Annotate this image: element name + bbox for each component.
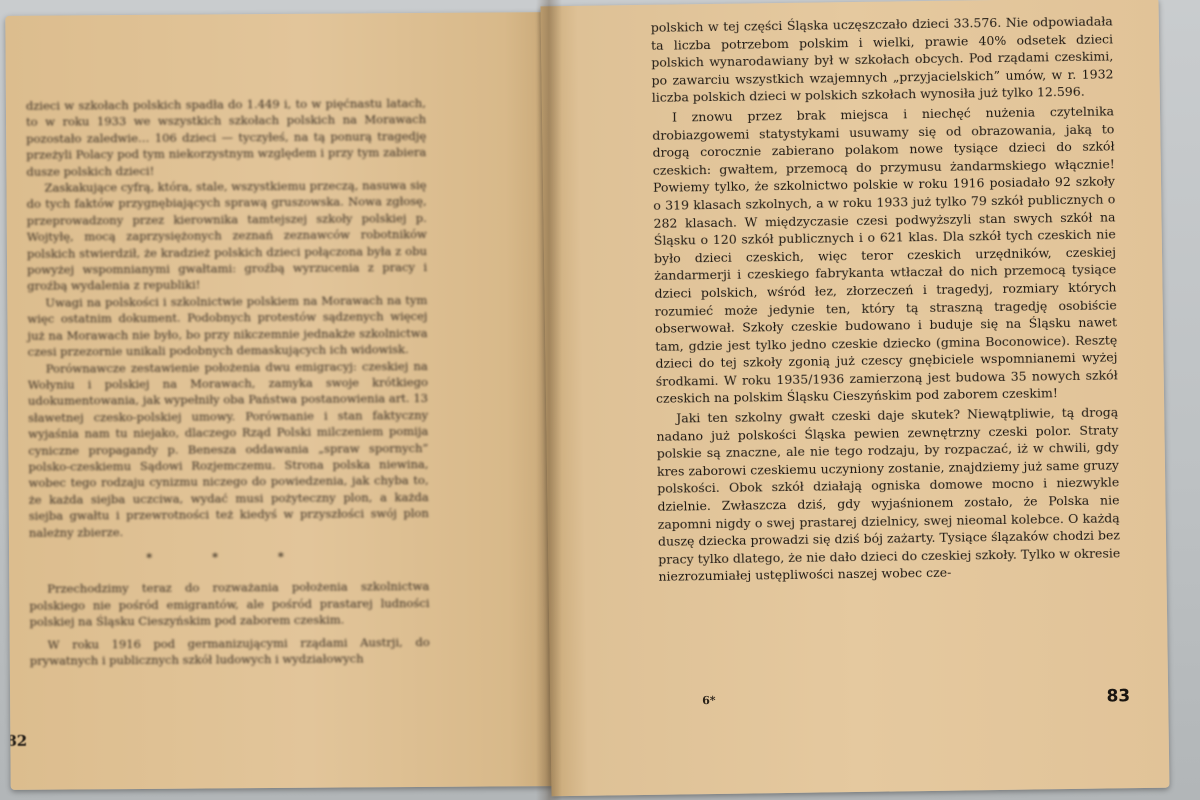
left-paragraph: Przechodzimy teraz do rozważania położenia szkolnictwa polskiego nie pośród emigrantów, ale pośród prastarej ludności polskiej na Śląsku Cieszyńskim pod zaborem czeskim. xyxy=(29,579,430,629)
left-paragraph: Porównawcze zestawienie położenia dwu emigracyj: czeskiej na Wołyniu i polskiej na Morawach, zamyka swoje krótkiego udokumentowania, jak wypełniły oba Państwa postanowienia art. 13 sławetnej czesko-polskiej umowy. Porównanie i stan faktyczny wyjaśnia nam tu niejako, dlaczego Rząd Polski milczeniem pomija cyniczne propagandy p. Benesza oddawania „spraw spornych” polsko-czeskiemu Sądowi Rozjemczemu. Strona polska niewina, wobec tego rodzaju cynizmu niczego do powiedzenia, jak chyba to, że każda siejba uczciwa, wydać musi pożyteczny plon, a każda siejba gwałtu i przewrotności też kiedyś w przyszłości swój plon należny zbierze. xyxy=(27,358,429,540)
right-paragraph: I znowu przez brak miejsca i niechęć nużenia czytelnika drobiazgowemi statystykami usuwamy się od obrazowania, jaką to drogą corocznie zabierano polakom nowe tysiące dzieci do szkół czeskich: gwałtem, przemocą do przymusu żandarmskiego włącznie! Powiemy tylko, że szkolnictwo polskie w roku 1916 posiadało 92 szkoły o 319 klasach szkolnych, a w roku 1933 już tylko 79 szkół publicznych o 282 klasach. W międzyczasie czesi podwyższyli stan swych szkół na Śląsku o 120 szkół publicznych i o 621 klas. Dla szkół tych czeskich nie było dzieci czeskich, więc teror czeskich urzędników, czeskiej żandarmerji i czeskiego fabrykanta wtłaczał do nich przemocą tysiące dzieci polskich, wśród łez, złorzeczeń i tragedyj, rozmiary których rozumieć może jedynie ten, który tą straszną tragedję osobiście obserwował. Szkoły czeskie budowano i buduje się na Śląsku nawet tam, gdzie jest tylko jedno czeskie dziecko (gmina Boconowice). Resztę dzieci do tej szkoły zgonią już czescy gnębiciele wspomnianemi wyżej środkami. W roku 1935/1936 zamierzoną jest budowa 35 nowych szkół czeskich na polskim Śląsku Cieszyńskim pod zaborem czeskim! xyxy=(652,103,1118,407)
right-paragraph: Jaki ten szkolny gwałt czeski daje skutek? Niewątpliwie, tą drogą nadano już polskości Śląska pewien zewnętrzny czeski polor. Straty polskie są znaczne, ale nie tego rodzaju, by rozpaczać, iż w chwili, gdy kres zaborowi czeskiemu uczyniony zostanie, znajdziemy już same gruzy polskości. Obok szkół działają ogniska domowe mocno i niezwykle dzielnie. Zwłaszcza dziś, gdy wyjaśnionem zostało, że Polska nie zapomni nigdy o swej prastarej dzielnicy, swej nieomal kolebce. O każdą duszę dziecka prowadzi się dziś bój zażarty. Tysiące ślązaków chodzi bez pracy tylko dlatego, że nie dało dzieci do czeskiej szkoły. Tylko w okresie niezrozumiałej ustępliwości naszej wobec cze- xyxy=(656,404,1121,585)
signature-mark: 6* xyxy=(702,693,716,708)
left-page xyxy=(5,12,552,790)
right-page-text xyxy=(651,12,1121,585)
section-separator: * * * xyxy=(146,549,312,565)
right-paragraph: polskich w tej części Śląska uczęszczało dzieci 33.576. Nie odpowiadała ta liczba potrzebom polskim i wielki, prawie 40% odsetek dzieci polskich wynarodawiany był w szkołach obcych. Pod rządami czeskimi, po zawarciu wszystkich wzajemnych „przyjacielskich” umów, w r. 1932 liczba polskich dzieci w polskich szkołach wynosiła już tylko 12.596. xyxy=(650,13,1114,106)
left-paragraph: dzieci w szkołach polskich spadła do 1.449 i, to w pięćnastu latach, to w roku 1933 we wszystkich szkołach polskich na Morawach pozostało zaledwie… 106 dzieci — tyczyłeś, na tą ponurą tragedję przeżyli Polacy pod tym niekorzystnym względem i przy tym zabiera dusze polskich dzieci! xyxy=(25,95,427,179)
right-page-footer xyxy=(690,686,1130,716)
left-page-text xyxy=(26,95,430,669)
left-paragraph: Uwagi na polskości i szkolnictwie polskiem na Morawach na tym więc ostatnim dokument. Podobnych protestów sądzenych więcej już na Morawach nie było, bo przy nikczemnie jednakże szkolnictwa czesi przezornie unikali podobnych demaskujących ich widowisk. xyxy=(27,292,428,359)
right-page-number: 83 xyxy=(1106,686,1131,707)
left-page-number: 82 xyxy=(6,731,28,750)
right-page xyxy=(541,0,1170,796)
left-paragraph: Zaskakujące cyfrą, która, stale, wszystkiemu przeczą, nasuwa się do tych faktów przygnębiających sprawą gruszowska. Nowa zgłosę, przeprowadzony przez kierownika tamtejszej szkoły polskiej p. Wojtyłę, mocą zaprzysiężonych zeznań zeznawców robotników polskich stwierdził, że kradzież polskich dzieci połączona była z obu powyżej wspomnianymi gwałtami: groźbą wyrzucenia z pracy i groźbą wydalenia z republiki! xyxy=(26,177,428,294)
left-paragraph: W roku 1916 pod germanizującymi rządami Austrji, do prywatnych i publicznych szkół ludowych i wydziałowych xyxy=(29,634,430,668)
